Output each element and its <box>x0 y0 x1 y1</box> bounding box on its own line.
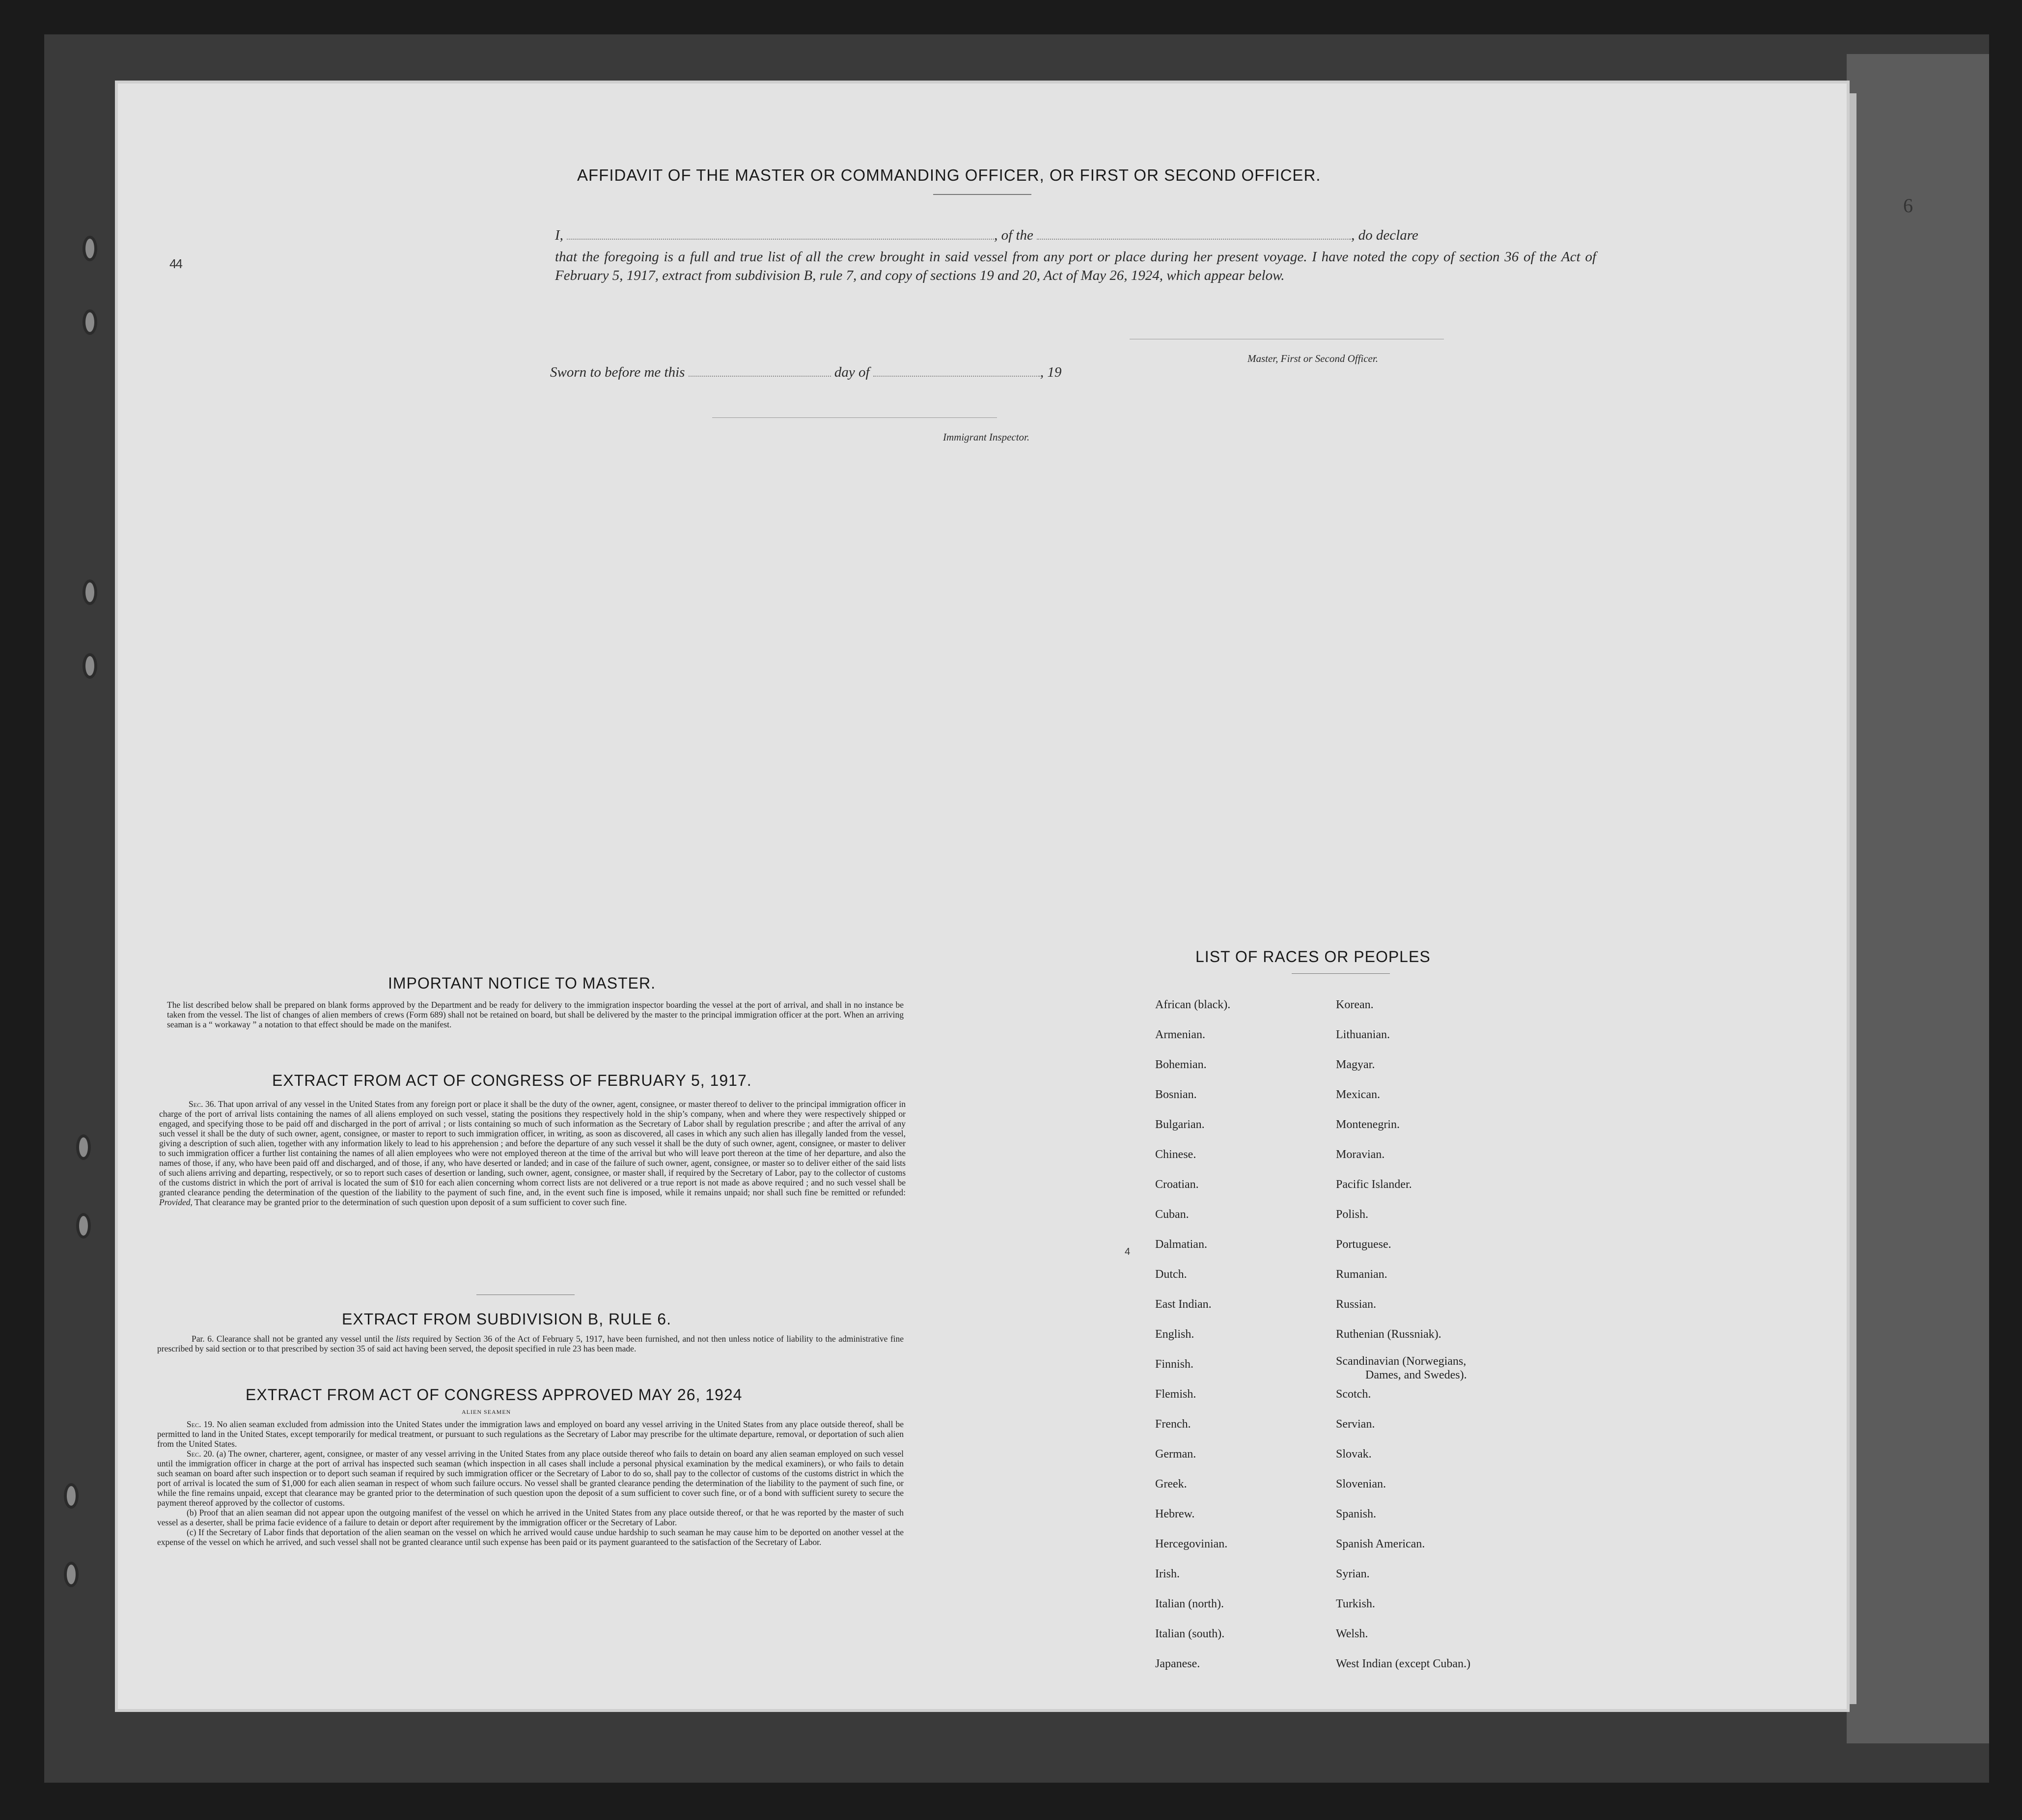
race-item: Pacific Islander. <box>1336 1178 1412 1191</box>
race-item: Croatian. <box>1155 1178 1199 1191</box>
race-item-continued: Dames, and Swedes). <box>1365 1369 1467 1381</box>
divider <box>1292 973 1390 974</box>
section-36-text-end: That clearance may be granted prior to the determination of such question upon deposit of a sum sufficient to cover such fine. <box>194 1197 627 1207</box>
section-20a-text: (a) The owner, charterer, agent, consignee, or master of any vessel arriving in the United States from any place outside thereof who fails to detain on board any alien seaman employed on such vessel until the immigration officer in charge at the port of arrival has inspected such seaman (which inspection in all cases shall include a personal physical examination by the medical examiners), or who fails to detain such seaman on board after such inspection or to deport such seaman if required by such immigration officer or the Secretary of Labor to do so, shall pay to the collector of customs of the customs district in which the port of arrival is located the sum of $1,000 for each alien seaman in respect of whom such failure occurs. No vessel shall be granted clearance pending the determination of the liability to the payment of such fine, or while the fine remains unpaid, except that clearance may be granted prior to the determination of such question upon the deposit of a sum sufficient to cover such fine, or of a bond with sufficient surety to secure the payment thereof approved by the collector of customs. <box>157 1449 904 1508</box>
extract-1924-title: EXTRACT FROM ACT OF CONGRESS APPROVED MAY 26, 1924 <box>246 1386 743 1404</box>
alien-seamen-subtitle: ALIEN SEAMEN <box>462 1408 511 1415</box>
provided-word: Provided, <box>159 1197 193 1207</box>
binder-hole <box>83 309 97 335</box>
day-blank[interactable] <box>689 376 831 377</box>
year-label: , 19 <box>1040 364 1062 380</box>
section-20-label: Sec. 20. <box>187 1449 215 1459</box>
race-item: Russian. <box>1336 1298 1377 1311</box>
name-blank[interactable] <box>567 239 994 240</box>
subdivision-text-b: required by Section 36 of the Act of February 5, 1917, have been furnished, and not then unless notice of liability to the administrative fine prescribed by said section or to that prescribed by section 35 of said act having been served, the deposit specified in rule 23 has been made. <box>157 1334 904 1353</box>
binder-hole <box>83 579 97 605</box>
binder-hole <box>83 236 97 261</box>
race-item: Bohemian. <box>1155 1058 1207 1071</box>
race-item: East Indian. <box>1155 1298 1212 1311</box>
section-36-label: Sec. 36. <box>189 1099 216 1109</box>
section-36-text: That upon arrival of any vessel in the United States from any foreign port or place it shall be the duty of the owner, agent, consignee, or master thereof to deliver to the principal immigration officer in charge of the port of arrival lists containing the names of all aliens employed on such vessel, stating the positions they respectively hold in the ship’s company, when and where they were respectively shipped or engaged, and specifying those to be paid off and discharged in the port of arrival ; or lists containing so much of such information as the Secretary of Labor shall by regulation prescribe ; and after the arrival of any such vessel it shall be the duty of such owner, agent, consignee, or master to report to such immigration officer, in writing, as soon as discovered, all cases in which any such alien has illegally landed from the vessel, giving a description of such alien, together with any information likely to lead to his apprehension ; and before the departure of any such vessel it shall be the duty of such owner, agent, consignee, or master to deliver to such immigration officer a further list containing the names of all alien employees who were not employed thereon at the time of the arrival but who will leave port thereon at the time of her departure, and also the names of those, if any, who have been paid off and discharged, and of those, if any, who have deserted or landed; and in case of the failure of such owner, agent, consignee, or master so to deliver either of the said lists of such aliens arriving and departing, respectively, or so to report such cases of desertion or landing, such owner, agent, consignee, or master shall, if required by the Secretary of Labor, pay to the collector of customs of the customs district in which the port of arrival is located the sum of $10 for each alien concerning whom correct lists are not delivered or a true report is not made as above required ; and no such vessel shall be granted clearance pending the determination of the question of the liability to the payment of such fine, and, in the event such fine is imposed, while it remains unpaid; nor shall such fine be remitted or refunded: <box>159 1099 906 1197</box>
sworn-line <box>550 364 1061 381</box>
binder-hole <box>76 1213 91 1239</box>
lists-word: lists <box>396 1334 410 1344</box>
race-item: Dutch. <box>1155 1268 1187 1281</box>
race-item: Spanish. <box>1336 1508 1377 1520</box>
sworn-label: Sworn to before me this <box>550 364 685 380</box>
signature-label: Master, First or Second Officer. <box>1247 353 1378 364</box>
section-20a <box>157 1449 904 1508</box>
race-item: Montenegrin. <box>1336 1118 1400 1131</box>
divider <box>933 194 1031 195</box>
section-19 <box>157 1419 904 1449</box>
subdivision-text-a: Par. 6. Clearance shall not be granted any vessel until the <box>192 1334 393 1344</box>
pronoun: I, <box>555 227 563 243</box>
race-item: West Indian (except Cuban.) <box>1336 1657 1470 1670</box>
race-item: Japanese. <box>1155 1657 1200 1670</box>
vessel-blank[interactable] <box>1037 239 1351 240</box>
races-right-column <box>1336 990 1470 1679</box>
subdivision-text <box>157 1334 904 1353</box>
extract-1924-text <box>157 1419 904 1547</box>
race-item: Portuguese. <box>1336 1238 1391 1251</box>
binder-hole <box>83 653 97 679</box>
section-19-label: Sec. 19. <box>187 1419 215 1429</box>
underlying-sheet <box>1847 54 1989 1743</box>
binder-hole <box>76 1134 91 1160</box>
race-item: Turkish. <box>1336 1598 1375 1610</box>
race-item: Moravian. <box>1336 1148 1385 1161</box>
race-item: Finnish. <box>1155 1358 1194 1371</box>
inspector-label: Immigrant Inspector. <box>943 431 1030 443</box>
section-20c: (c) If the Secretary of Labor finds that deportation of the alien seaman on the vessel on which he arrived would cause undue hardship to such seaman he may cause him to be deported on another vessel at the expense of the vessel on which he arrived, and such vessel shall not be granted clearance until such expense has been paid or its payment guaranteed to the satisfaction of the Secretary of Labor. <box>157 1527 904 1547</box>
race-item: Ruthenian (Russniak). <box>1336 1328 1441 1341</box>
section-20b: (b) Proof that an alien seaman did not appear upon the outgoing manifest of the vessel on which he arrived in the United States from any place outside thereof, or that he was reported by the master of such vessel as a deserter, shall be prima facie evidence of a failure to detain or deport after requirement by the immigration officer or the Secretary of Labor. <box>157 1508 904 1527</box>
race-item: Lithuanian. <box>1336 1028 1390 1041</box>
handwritten-mark: 4 <box>1125 1246 1131 1257</box>
race-item: Hercegovinian. <box>1155 1538 1228 1550</box>
race-item: Bosnian. <box>1155 1088 1197 1101</box>
subdivision-title: EXTRACT FROM SUBDIVISION B, RULE 6. <box>342 1310 671 1328</box>
affidavit-body: that the foregoing is a full and true list of all the crew brought in said vessel from any port or place during her present voyage. I have noted the copy of section 36 of the Act of February 5, 1917, extract from subdivision B, rule 7, and copy of sections 19 and 20, Act of May 26, 1924, which appear below. <box>555 249 1596 283</box>
of-the-label: , of the <box>994 227 1033 243</box>
race-item: Scotch. <box>1336 1388 1371 1401</box>
race-item: Cuban. <box>1155 1208 1189 1221</box>
month-blank[interactable] <box>873 376 1040 377</box>
race-item: Mexican. <box>1336 1088 1380 1101</box>
race-item: Welsh. <box>1336 1627 1368 1640</box>
race-item: Polish. <box>1336 1208 1369 1221</box>
day-of-label: day of <box>834 364 870 380</box>
notice-text: The list described below shall be prepared on blank forms approved by the Department and be ready for delivery to the immigration inspector boarding the vessel at the port of arrival, and shall in no instance be taken from the vessel. The list of changes of alien members of crews (Form 689) shall not be retained on board, but shall be delivered by the master to the principal immigration officer at the port. When an arriving seaman is a “ workaway ” a notation to that effect should be made on the manifest. <box>167 1000 904 1029</box>
race-item: Italian (south). <box>1155 1627 1225 1640</box>
notice-title: IMPORTANT NOTICE TO MASTER. <box>388 974 656 992</box>
race-item: English. <box>1155 1328 1194 1341</box>
race-item: Syrian. <box>1336 1568 1370 1580</box>
race-item: Irish. <box>1155 1568 1180 1580</box>
extract-1917-text <box>159 1099 906 1207</box>
inspector-signature-line[interactable] <box>712 417 997 418</box>
affidavit-title: AFFIDAVIT OF THE MASTER OR COMMANDING OFFICER, OR FIRST OR SECOND OFFICER. <box>577 166 1321 184</box>
race-item: Slovak. <box>1336 1448 1372 1461</box>
race-item: Spanish American. <box>1336 1538 1425 1550</box>
race-item: Flemish. <box>1155 1388 1196 1401</box>
binder-hole <box>64 1562 79 1587</box>
race-item: French. <box>1155 1418 1191 1431</box>
extract-1917-title: EXTRACT FROM ACT OF CONGRESS OF FEBRUARY 5, 1917. <box>272 1072 752 1089</box>
race-item: Chinese. <box>1155 1148 1196 1161</box>
race-item: German. <box>1155 1448 1196 1461</box>
race-item: Italian (north). <box>1155 1598 1224 1610</box>
race-item: Rumanian. <box>1336 1268 1387 1281</box>
margin-mark: 44 <box>169 256 182 271</box>
race-item: Hebrew. <box>1155 1508 1195 1520</box>
races-left-column <box>1155 990 1230 1679</box>
do-declare-label: , do declare <box>1351 227 1418 243</box>
binder-hole <box>64 1483 79 1509</box>
form-page <box>118 83 1847 1709</box>
race-item: Korean. <box>1336 998 1374 1011</box>
race-item: African (black). <box>1155 998 1231 1011</box>
race-item: Dalmatian. <box>1155 1238 1207 1251</box>
page-edge <box>1847 93 1856 1704</box>
section-19-text: No alien seaman excluded from admission into the United States under the immigration laws and employed on board any vessel arriving in the United States from any place outside thereof, shall be permitted to land in the United States, except temporarily for medical treatment, or pursuant to such regulations as the Secretary of Labor may prescribe for the ultimate departure, removal, or deportation of such alien from the United States. <box>157 1419 904 1449</box>
races-title: LIST OF RACES OR PEOPLES <box>1195 948 1431 965</box>
race-item: Servian. <box>1336 1418 1375 1431</box>
race-item: Bulgarian. <box>1155 1118 1205 1131</box>
page-number-mark: 6 <box>1903 194 1913 217</box>
race-item: Slovenian. <box>1336 1478 1386 1490</box>
affidavit-statement <box>555 226 1596 285</box>
race-item: Armenian. <box>1155 1028 1205 1041</box>
race-item: Magyar. <box>1336 1058 1375 1071</box>
race-item: Greek. <box>1155 1478 1187 1490</box>
race-item: Scandinavian (Norwegians, <box>1336 1355 1467 1368</box>
affidavit-first-line <box>555 226 1596 245</box>
